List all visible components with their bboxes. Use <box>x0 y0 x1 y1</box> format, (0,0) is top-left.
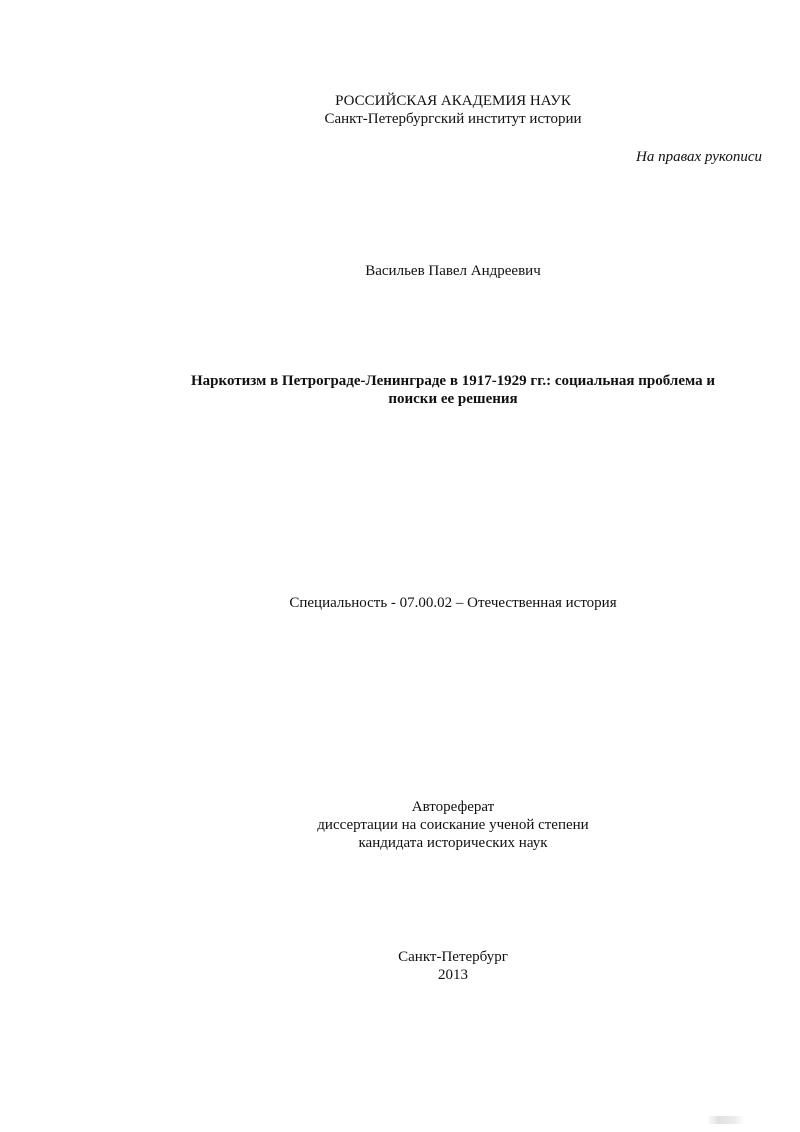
place-year-block <box>0 948 800 984</box>
title-line-1: Наркотизм в Петрограде-Ленинграде в 1917-1929 гг.: социальная проблема и <box>191 373 715 389</box>
abstract-line-2: диссертации на соискание ученой степени <box>317 817 589 833</box>
author-name: Васильев Павел Андреевич <box>365 263 541 279</box>
institute-name: Санкт-Петербургский институт истории <box>324 111 582 127</box>
organization-block <box>0 92 800 128</box>
manuscript-note: На правах рукописи <box>636 149 762 165</box>
publication-year: 2013 <box>438 967 468 983</box>
scan-speck <box>707 1116 745 1124</box>
abstract-line-1: Автореферат <box>411 799 495 815</box>
document-title <box>0 372 800 408</box>
abstract-line-3: кандидата исторических наук <box>358 835 548 851</box>
title-line-2: поиски ее решения <box>388 391 518 407</box>
academy-name: РОССИЙСКАЯ АКАДЕМИЯ НАУК <box>335 93 571 109</box>
city-name: Санкт-Петербург <box>398 949 508 965</box>
abstract-block <box>0 798 800 852</box>
specialty-line: Специальность - 07.00.02 – Отечественная история <box>289 595 617 611</box>
